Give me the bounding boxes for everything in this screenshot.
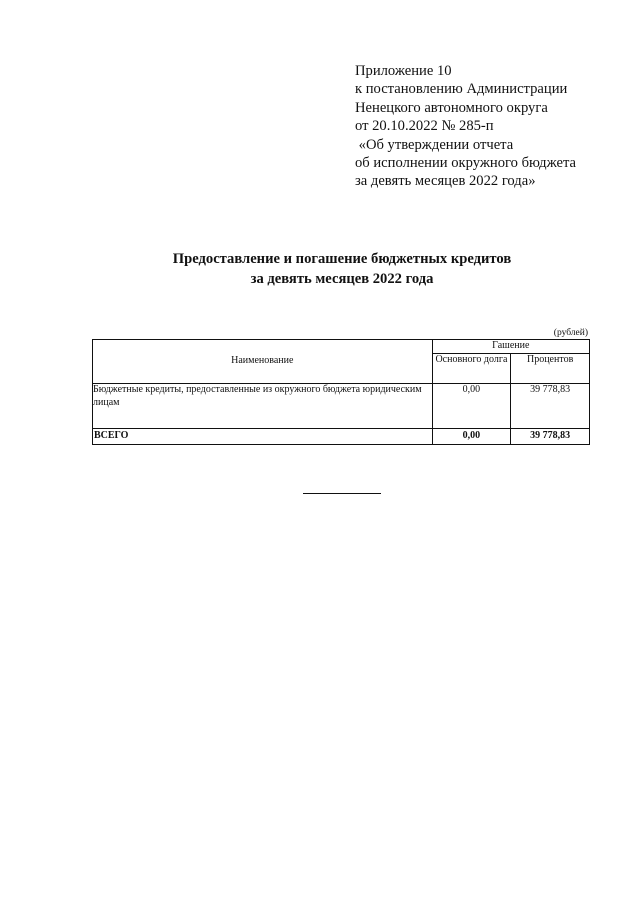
column-header-repayment: Гашение — [432, 340, 589, 354]
document-title-line-2: за девять месяцев 2022 года — [250, 271, 434, 287]
document-title — [0, 249, 639, 289]
resolution-subject-line-1: «Об утверждении отчета — [355, 136, 514, 153]
table-header-row — [93, 340, 590, 354]
resolution-issuer: Ненецкого автономного округа — [355, 99, 548, 116]
row-interest-cell: 39 778,83 — [511, 384, 590, 429]
total-label-cell: ВСЕГО — [93, 429, 433, 445]
total-interest-cell: 39 778,83 — [511, 429, 590, 445]
table-row — [93, 384, 590, 429]
credits-table — [92, 339, 590, 445]
table-total-row — [93, 429, 590, 445]
appendix-header — [355, 62, 625, 191]
total-principal-cell: 0,00 — [432, 429, 511, 445]
column-header-principal: Основного долга — [432, 354, 511, 384]
row-principal-cell: 0,00 — [432, 384, 511, 429]
appendix-number: Приложение 10 — [355, 63, 452, 79]
resolution-reference: к постановлению Администрации — [355, 81, 568, 98]
resolution-date-number: от 20.10.2022 № 285-п — [355, 118, 494, 135]
resolution-subject-line-3: за девять месяцев 2022 года» — [355, 173, 536, 190]
units-label: (рублей) — [553, 328, 588, 338]
column-header-name: Наименование — [93, 340, 433, 384]
column-header-interest: Процентов — [511, 354, 590, 384]
row-name-cell: Бюджетные кредиты, предоставленные из окружного бюджета юридическим лицам — [93, 384, 433, 429]
resolution-subject-line-2: об исполнении окружного бюджета — [355, 155, 576, 172]
end-divider — [303, 493, 381, 494]
document-title-line-1: Предоставление и погашение бюджетных кредитов — [172, 251, 512, 267]
